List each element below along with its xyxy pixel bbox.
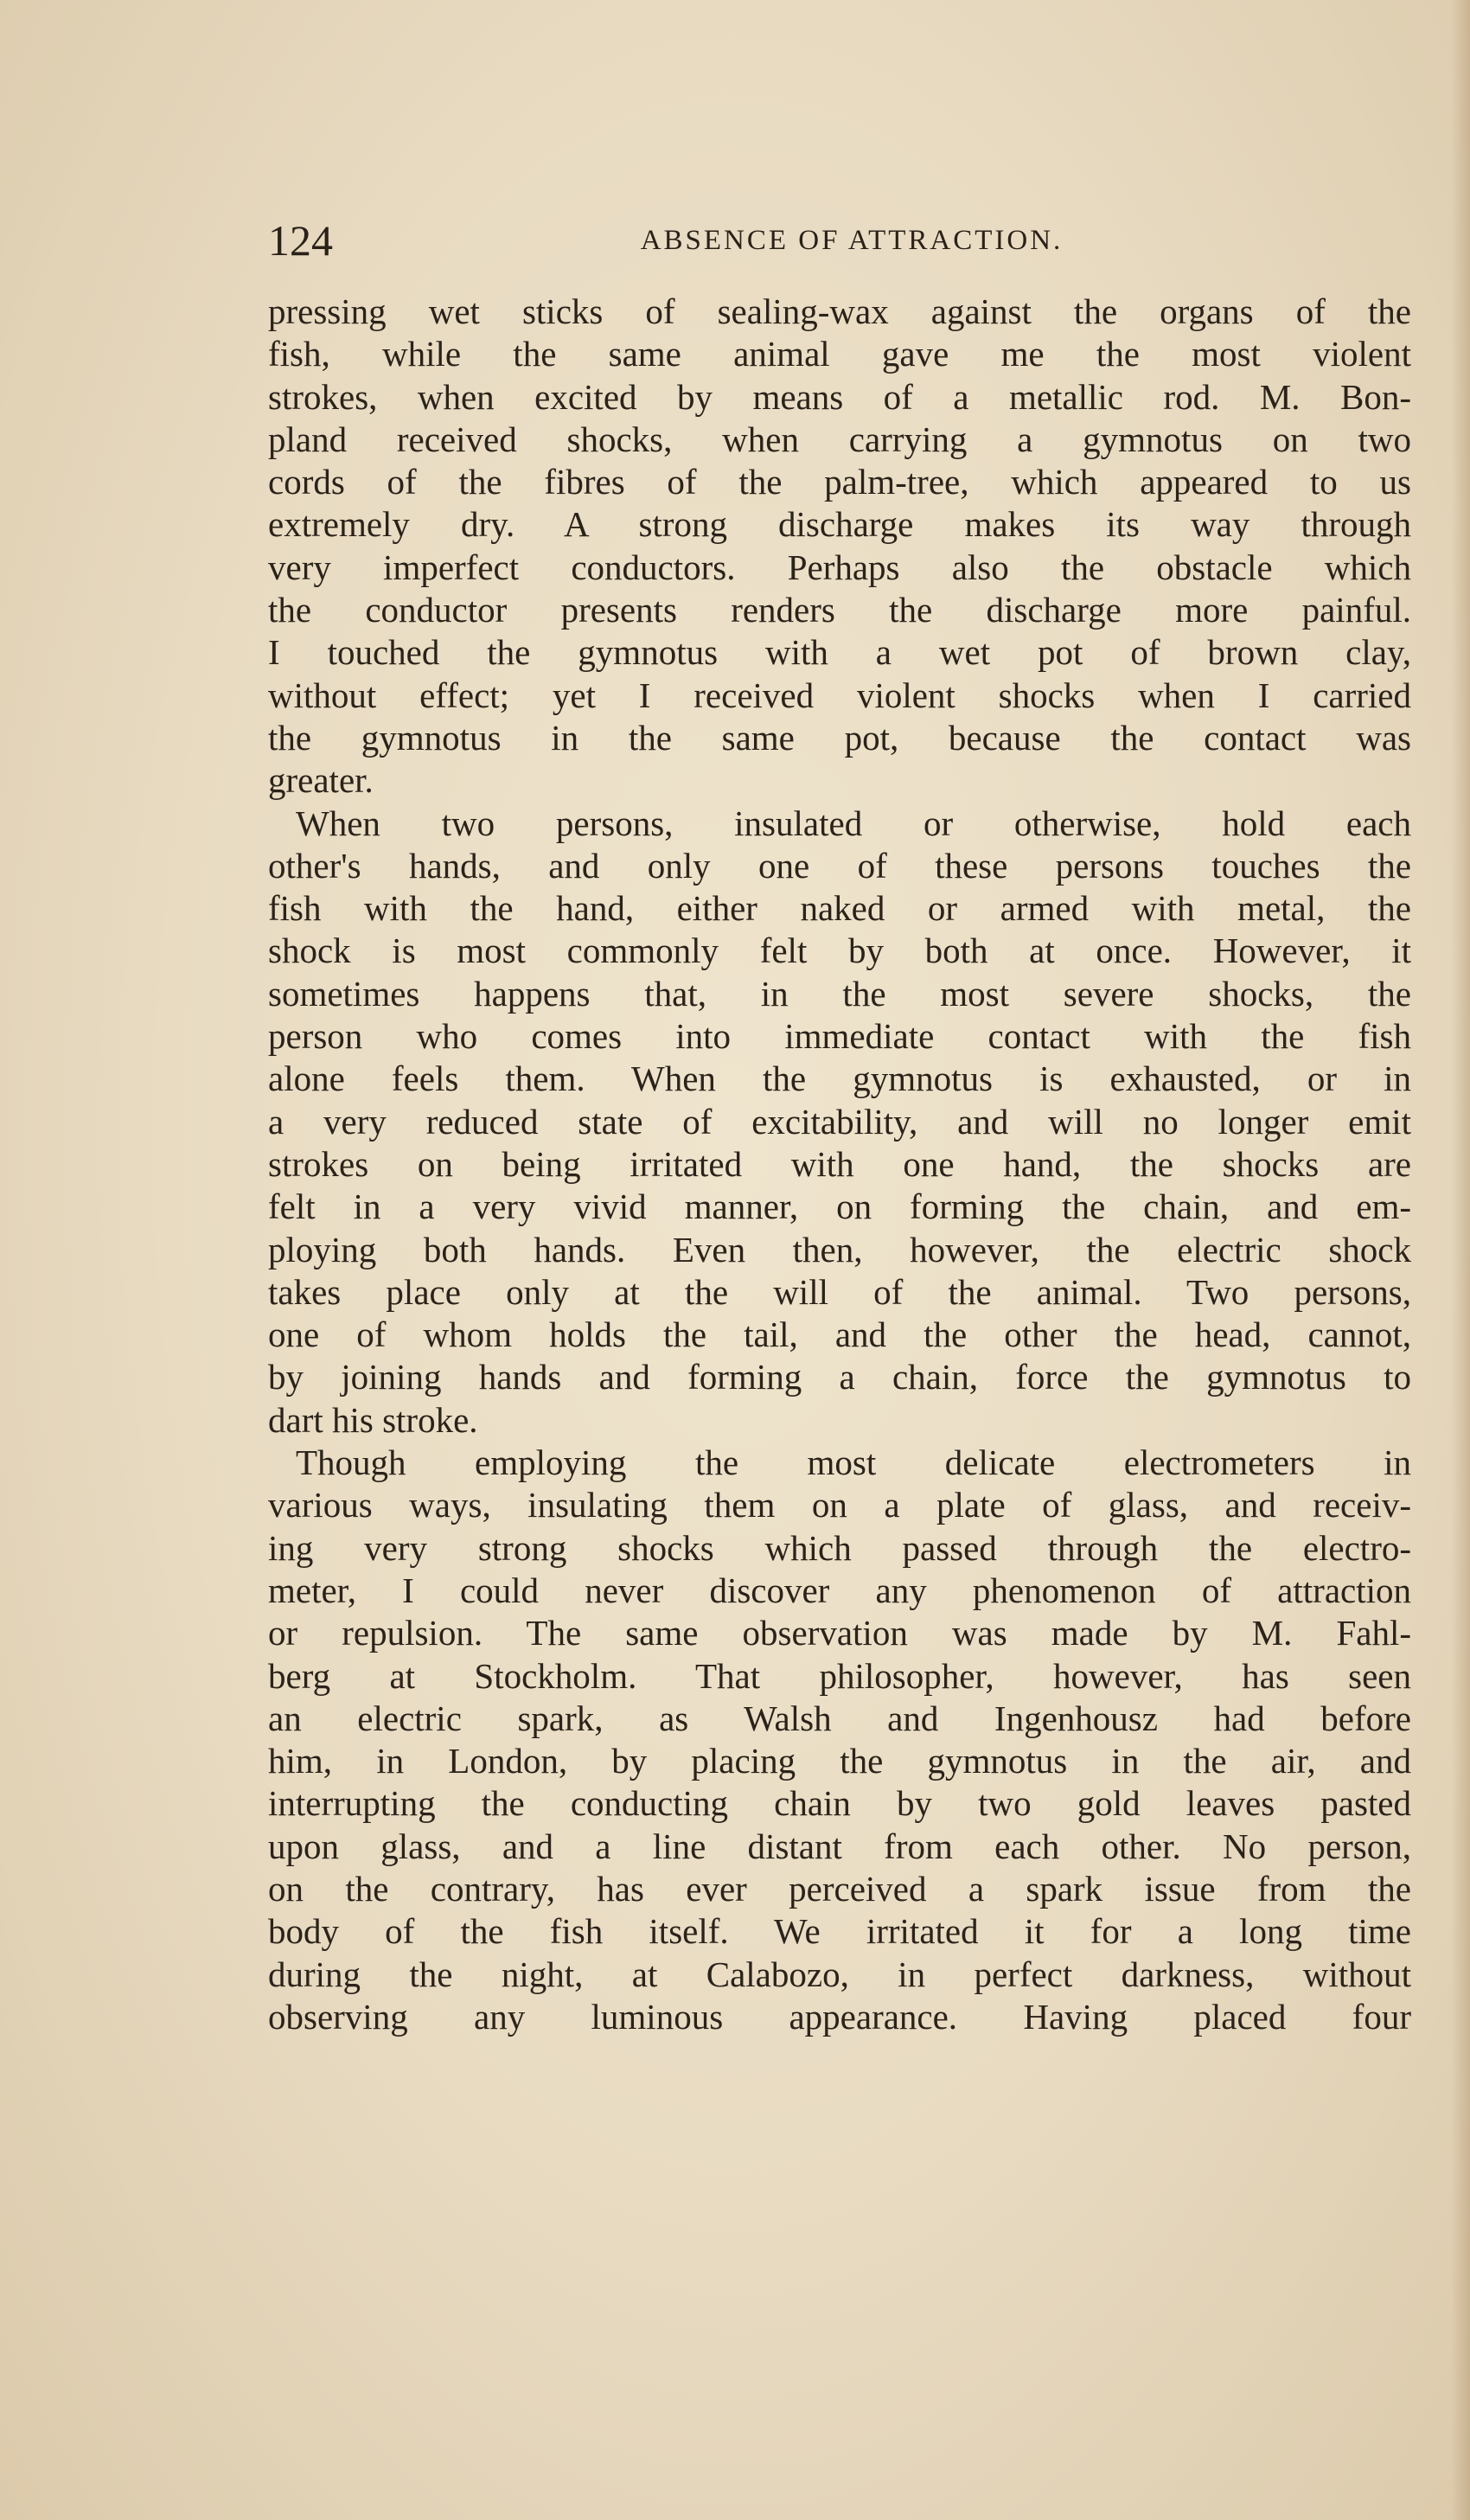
text-line: a very reduced state of excitability, and will no longer emit bbox=[268, 1101, 1411, 1142]
text-line: sometimes happens that, in the most severe shocks, the bbox=[268, 973, 1411, 1014]
text-line: various ways, insulating them on a plate of glass, and receiv- bbox=[268, 1485, 1411, 1525]
text-line: felt in a very vivid manner, on forming the chain, and em- bbox=[268, 1186, 1411, 1227]
text-line: alone feels them. When the gymnotus is exhausted, or in bbox=[268, 1059, 1411, 1099]
page-number: 124 bbox=[268, 216, 333, 265]
body-text bbox=[268, 291, 1411, 2038]
text-line: the gymnotus in the same pot, because the contact was bbox=[268, 717, 1411, 758]
text-line: shock is most commonly felt by both at once. However, it bbox=[268, 931, 1411, 971]
text-line: ing very strong shocks which passed through the electro- bbox=[268, 1527, 1411, 1568]
text-line: one of whom holds the tail, and the other the head, cannot, bbox=[268, 1314, 1411, 1355]
text-line: on the contrary, has ever perceived a spark issue from the bbox=[268, 1868, 1411, 1909]
text-line: extremely dry. A strong discharge makes its way through bbox=[268, 504, 1411, 545]
text-line: pland received shocks, when carrying a gymnotus on two bbox=[268, 419, 1411, 459]
text-line: an electric spark, as Walsh and Ingenhousz had before bbox=[268, 1698, 1411, 1738]
text-line: without effect; yet I received violent shocks when I carried bbox=[268, 675, 1411, 715]
text-line: interrupting the conducting chain by two gold leaves pasted bbox=[268, 1783, 1411, 1824]
text-line: pressing wet sticks of sealing-wax against the organs of the bbox=[268, 291, 1411, 331]
text-line: body of the fish itself. We irritated it for a long time bbox=[268, 1911, 1411, 1952]
text-line: other's hands, and only one of these persons touches the bbox=[268, 845, 1411, 886]
text-line: greater. bbox=[268, 760, 374, 801]
text-line: When two persons, insulated or otherwise, hold each bbox=[296, 803, 1411, 843]
text-line: Though employing the most delicate electrometers in bbox=[296, 1442, 1411, 1483]
running-head bbox=[268, 213, 1409, 268]
text-line: very imperfect conductors. Perhaps also the obstacle which bbox=[268, 547, 1411, 587]
text-line: meter, I could never discover any phenomenon of attraction bbox=[268, 1570, 1411, 1610]
text-line: takes place only at the will of the animal. Two persons, bbox=[268, 1271, 1411, 1312]
text-line: strokes on being irritated with one hand, the shocks are bbox=[268, 1143, 1411, 1184]
text-line: fish with the hand, either naked or armed with metal, the bbox=[268, 888, 1411, 929]
text-line: ploying both hands. Even then, however, the electric shock bbox=[268, 1229, 1411, 1270]
page-edge-shadow bbox=[1451, 0, 1470, 2520]
text-line: by joining hands and forming a chain, force the gymnotus to bbox=[268, 1357, 1411, 1398]
text-line: him, in London, by placing the gymnotus in the air, and bbox=[268, 1741, 1411, 1781]
text-line: strokes, when excited by means of a metallic rod. M. Bon- bbox=[268, 376, 1411, 417]
text-line: person who comes into immediate contact with the fish bbox=[268, 1016, 1411, 1057]
text-line: or repulsion. The same observation was made by M. Fahl- bbox=[268, 1613, 1411, 1653]
text-line: berg at Stockholm. That philosopher, however, has seen bbox=[268, 1655, 1411, 1696]
text-line: upon glass, and a line distant from each other. No person, bbox=[268, 1826, 1411, 1866]
text-line: dart his stroke. bbox=[268, 1399, 478, 1440]
text-line: the conductor presents renders the discharge more painful. bbox=[268, 590, 1411, 630]
text-line: cords of the fibres of the palm-tree, which appeared to us bbox=[268, 462, 1411, 502]
text-line: I touched the gymnotus with a wet pot of brown clay, bbox=[268, 632, 1411, 673]
text-line: during the night, at Calabozo, in perfect darkness, without bbox=[268, 1954, 1411, 1994]
running-title: ABSENCE OF ATTRACTION. bbox=[640, 225, 1064, 256]
text-line: observing any luminous appearance. Having placed four bbox=[268, 1996, 1411, 2037]
text-line: fish, while the same animal gave me the most violent bbox=[268, 334, 1411, 374]
